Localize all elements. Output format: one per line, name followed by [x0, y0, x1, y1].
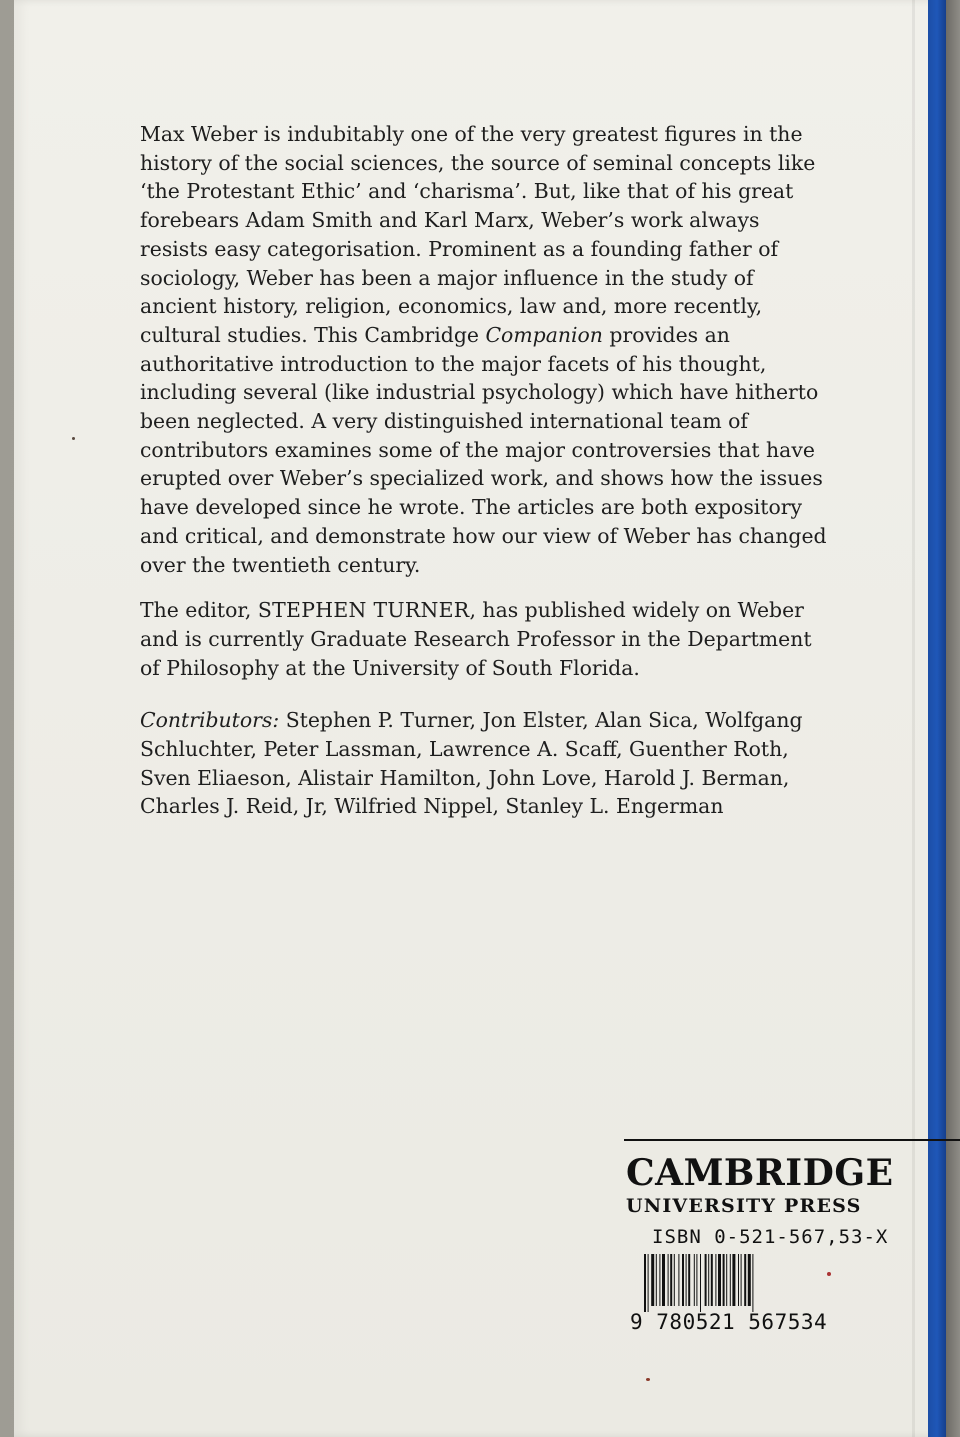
cover-crease [912, 0, 915, 1437]
paper-speck [827, 1272, 831, 1276]
paper-speck [646, 1378, 650, 1381]
barcode-bar [696, 1254, 697, 1306]
barcode-bar [726, 1254, 727, 1306]
barcode-bar [659, 1254, 660, 1306]
barcode-bar [738, 1254, 739, 1306]
description-text-b: provides an authoritative introduction to the major facets of his thought, including several (like industrial psychology) which have hitherto been neglected. A very distinguished international team of contributors examines some of the major controversies that have erupted over Weber’s specialized work, and shows how the issues have developed since he wrote. The articles are both expository and critical, and demonstrate how our view of Weber has changed over the twentieth century. [140, 322, 827, 577]
editor-paragraph [140, 596, 830, 682]
spine-blue-edge [928, 0, 946, 1437]
barcode-bar [694, 1254, 695, 1306]
editor-bio: , has published widely on Weber and is currently Graduate Research Professor in the Department of Philosophy at the University of South Florida. [140, 598, 812, 680]
barcode-bar [730, 1254, 731, 1306]
barcode-bar [741, 1254, 742, 1306]
barcode-bar [688, 1254, 690, 1306]
barcode-bar [668, 1254, 669, 1306]
editor-name: STEPHEN TURNER [257, 598, 470, 623]
background-surface-edge [946, 0, 960, 1437]
publisher-logo [626, 1152, 894, 1218]
isbn-label: ISBN 0-521-567,53-X [652, 1226, 889, 1248]
editor-intro: The editor, [140, 598, 258, 623]
barcode-bar [644, 1254, 646, 1312]
barcode-number: 9 780521 567534 [630, 1310, 828, 1334]
barcode-bar [744, 1254, 746, 1306]
barcode-bar [682, 1254, 684, 1306]
barcode-bar [752, 1254, 753, 1312]
publisher-subtitle: UNIVERSITY PRESS [626, 1195, 862, 1217]
barcode-bar [711, 1254, 713, 1306]
publisher-name: CAMBRIDGE [626, 1152, 894, 1194]
contributors-list: Stephen P. Turner, Jon Elster, Alan Sica, Wolfgang Schluchter, Peter Lassman, Lawrence A. Scaff, Guenther Roth, Sven Eliaeson, Alistair Hamilton, John Love, Harold J. Berman, Charles J. Reid, Jr, Wilfried Nippel, Stanley L. Engerman [140, 708, 803, 819]
barcode-bar [748, 1254, 751, 1306]
barcode-bar [686, 1254, 687, 1306]
barcode-bar [670, 1254, 672, 1306]
barcode-bar [651, 1254, 654, 1306]
barcode-bar [718, 1254, 721, 1306]
barcode-bar [678, 1254, 679, 1306]
barcode-bar [662, 1254, 665, 1306]
paper-speck [72, 437, 75, 440]
barcode-bar [723, 1254, 725, 1306]
barcode-bar [715, 1254, 716, 1306]
companion-italic: Companion [485, 322, 603, 347]
description-paragraph [140, 120, 830, 579]
contributors-paragraph [140, 706, 830, 821]
barcode-bar [648, 1254, 649, 1312]
barcode-bar [674, 1254, 675, 1306]
barcode-bar [708, 1254, 709, 1306]
cover-blurb [140, 120, 830, 821]
publisher-rule [624, 1139, 960, 1141]
barcode-bar [705, 1254, 707, 1306]
barcode-graphic [642, 1254, 842, 1312]
barcode-bar [700, 1254, 701, 1312]
description-text-a: Max Weber is indubitably one of the very greatest figures in the history of the social sciences, the source of seminal concepts like ‘the Protestant Ethic’ and ‘charisma’. But, like that of his great forebears Adam Smith and Karl Marx, Weber’s work always resists easy categorisation. Prominent as a founding father of sociology, Weber has been a major influence in the study of ancient history, religion, economics, law and, more recently, cultural studies. This Cambridge [140, 122, 816, 347]
contributors-label: Contributors: [140, 708, 280, 733]
barcode-bar [656, 1254, 657, 1306]
barcode-bar [732, 1254, 735, 1306]
